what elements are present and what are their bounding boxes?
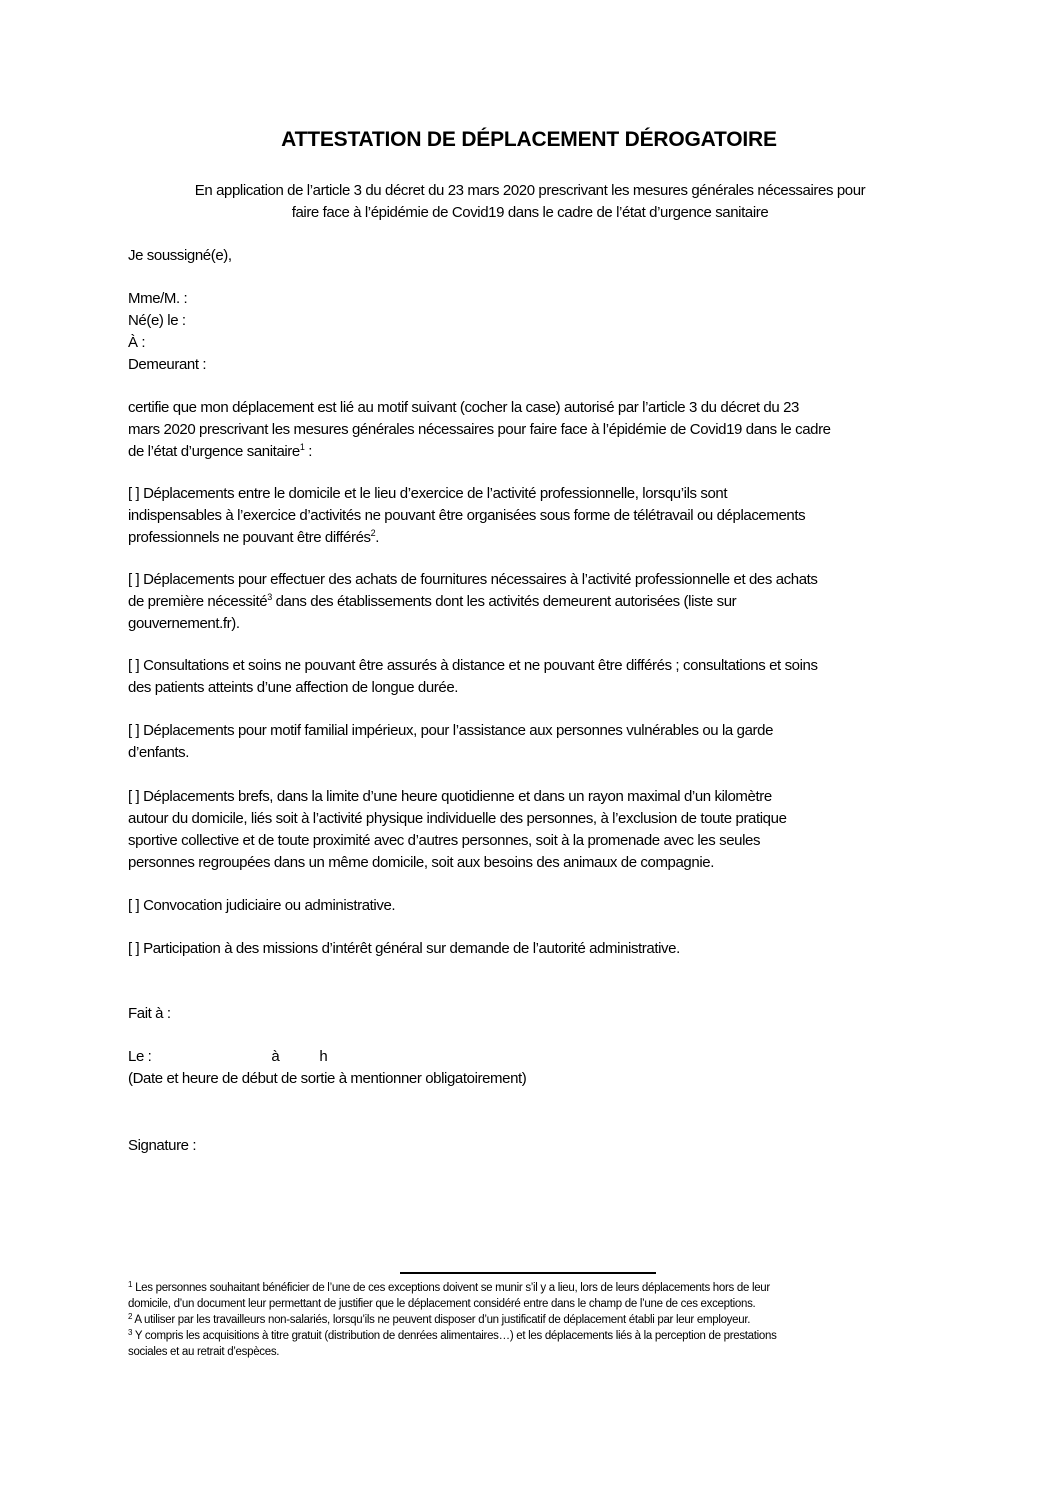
footnote-text: Y compris les acquisitions à titre gratuit (distribution de denrées alimentaires…) et les déplacements liés à la perception de prestations [134, 1330, 777, 1342]
footnote-2-line [128, 1312, 928, 1328]
footnotes [128, 1280, 928, 1360]
option-judicial-summons [128, 895, 928, 917]
footnote-3-line [128, 1328, 928, 1344]
option-line: autour du domicile, liés soit à l’activité physique individuelle des personnes, à l’exclusion de toute pratique [128, 810, 787, 827]
place-field [128, 1003, 928, 1025]
birth-place-field-label: À : [128, 334, 146, 351]
intro-line: Je soussigné(e), [128, 247, 232, 264]
option-text: de première nécessité [128, 593, 268, 610]
footnote-text: Les personnes souhaitant bénéficier de l’une de ces exceptions doivent se munir s’il y a lieu, lors de leurs déplacements hors de leur [135, 1282, 770, 1294]
date-time-field [128, 1046, 928, 1090]
footnote-separator [400, 1272, 656, 1274]
hour-label: h [319, 1048, 328, 1065]
option-text: Déplacements brefs, dans la limite d’une heure quotidienne et dans un rayon maximal d’un kilomètre [143, 788, 772, 805]
footnote-1-line: domicile, d’un document leur permettant de justifier que le déplacement considéré entre dans le champ de l’une de ces exceptions. [128, 1298, 756, 1310]
date-field-label: Le : [128, 1048, 152, 1065]
document-title: ATTESTATION DE DÉPLACEMENT DÉROGATOIRE [281, 128, 777, 151]
footnote-3-ref: 3 [128, 1328, 133, 1337]
option-line [128, 569, 928, 591]
footnote-1-ref: 1 [128, 1280, 133, 1289]
certify-paragraph [128, 397, 928, 463]
footnote-ref: 2 [370, 528, 376, 538]
certify-line-text: de l’état d’urgence sanitaire [128, 443, 300, 460]
signature-label: Signature : [128, 1137, 197, 1154]
option-checkbox[interactable]: [ ] [128, 485, 140, 502]
option-line [128, 483, 928, 505]
certify-line: mars 2020 prescrivant les mesures générales nécessaires pour faire face à l’épidémie de Covid19 dans le cadre [128, 421, 831, 438]
option-checkbox[interactable]: [ ] [128, 788, 140, 805]
option-text: dans des établissements dont les activités demeurent autorisées (liste sur [275, 593, 737, 610]
name-field-label: Mme/M. : [128, 290, 188, 307]
option-line [128, 938, 928, 960]
footnote-1-line [128, 1280, 928, 1296]
time-at-label: à [271, 1048, 280, 1065]
date-field-line [128, 1046, 928, 1068]
birth-date-field-label: Né(e) le : [128, 312, 186, 329]
option-text: Déplacements entre le domicile et le lieu d’exercice de l’activité professionnelle, lorsqu’ils sont [143, 485, 728, 502]
option-text: Déplacements pour effectuer des achats de fournitures nécessaires à l’activité professionnelle et des achats [143, 571, 818, 588]
option-professional-travel [128, 483, 928, 549]
option-checkbox[interactable]: [ ] [128, 897, 140, 914]
option-text: Déplacements pour motif familial impérieux, pour l’assistance aux personnes vulnérables ou la garde [143, 722, 774, 739]
certify-line [128, 441, 928, 463]
option-line: sportive collective et de toute proximité avec d’autres personnes, soit à la promenade avec les seules [128, 832, 761, 849]
option-text: Participation à des missions d’intérêt général sur demande de l’autorité administrative. [143, 940, 680, 957]
option-line [128, 655, 928, 677]
option-line [128, 786, 928, 808]
option-line: d’enfants. [128, 744, 190, 761]
option-brief-outings [128, 786, 928, 874]
option-line [128, 527, 928, 549]
intro-text [128, 245, 928, 267]
footnote-ref: 1 [299, 442, 305, 452]
option-medical-consultations [128, 655, 928, 699]
document-subtitle [130, 180, 930, 224]
subtitle-line: faire face à l’épidémie de Covid19 dans le cadre de l’état d’urgence sanitaire [291, 204, 769, 221]
footnote-3-line: sociales et au retrait d’espèces. [128, 1346, 280, 1358]
date-note: (Date et heure de début de sortie à mentionner obligatoirement) [128, 1070, 527, 1087]
option-family-reasons [128, 720, 928, 764]
option-checkbox[interactable]: [ ] [128, 722, 140, 739]
option-end: . [375, 529, 380, 546]
identity-fields [128, 288, 928, 376]
footnote-2-ref: 2 [128, 1312, 133, 1321]
option-line [128, 720, 928, 742]
place-field-label: Fait à : [128, 1005, 171, 1022]
option-line: des patients atteints d’une affection de longue durée. [128, 679, 459, 696]
signature-field [128, 1135, 928, 1157]
subtitle-line: En application de l’article 3 du décret du 23 mars 2020 prescrivant les mesures générales nécessaires pour [194, 182, 866, 199]
option-checkbox[interactable]: [ ] [128, 657, 140, 674]
certify-end: : [304, 443, 313, 460]
option-line: personnes regroupées dans un même domicile, soit aux besoins des animaux de compagnie. [128, 854, 714, 871]
certify-line: certifie que mon déplacement est lié au motif suivant (cocher la case) autorisé par l’article 3 du décret du 23 [128, 399, 799, 416]
option-general-interest-missions [128, 938, 928, 960]
option-checkbox[interactable]: [ ] [128, 940, 140, 957]
option-line: gouvernement.fr). [128, 615, 240, 632]
option-line: indispensables à l’exercice d’activités ne pouvant être organisées sous forme de télétravail ou déplacements [128, 507, 806, 524]
option-line [128, 591, 928, 613]
footnote-ref: 3 [267, 592, 272, 602]
footnote-text: A utiliser par les travailleurs non-salariés, lorsqu’ils ne peuvent disposer d’un justificatif de déplacement établi par leur employeur. [134, 1314, 751, 1326]
option-line [128, 895, 928, 917]
option-text: Convocation judiciaire ou administrative. [143, 897, 396, 914]
option-checkbox[interactable]: [ ] [128, 571, 140, 588]
option-essential-purchases [128, 569, 928, 635]
option-text: professionnels ne pouvant être différés [128, 529, 371, 546]
address-field-label: Demeurant : [128, 356, 207, 373]
option-text: Consultations et soins ne pouvant être assurés à distance et ne pouvant être différés ; consultations et soins [143, 657, 818, 674]
